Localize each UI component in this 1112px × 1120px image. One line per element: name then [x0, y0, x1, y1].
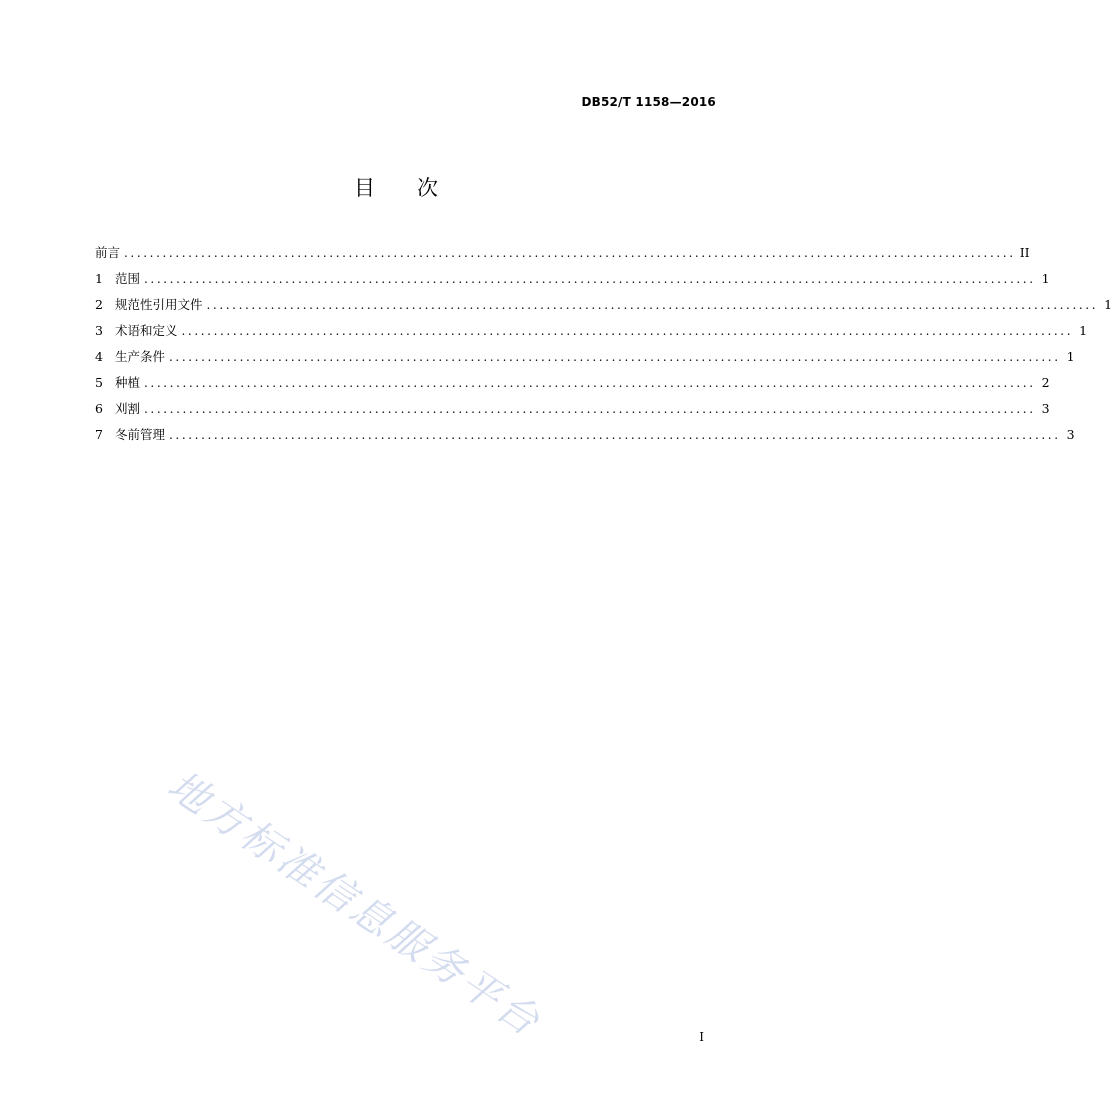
document-code: DB52/T 1158—2016: [581, 95, 716, 109]
toc-entry-label: 种植: [115, 375, 141, 390]
toc-entry-mowing[interactable]: [95, 392, 1050, 418]
toc-leader-dots: ...........................................................................................................................................: [144, 272, 1036, 286]
toc-leader-dots: ...........................................................................................................................................: [144, 402, 1036, 416]
toc-entry-production-conditions[interactable]: [95, 340, 1075, 366]
toc-entry-page: 1: [1066, 349, 1075, 364]
page-number: I: [699, 1030, 704, 1044]
toc-entry-label: 冬前管理: [115, 427, 166, 442]
toc-entry-scope[interactable]: [95, 262, 1050, 288]
toc-entry-page: 3: [1041, 401, 1050, 416]
toc-entry-terms-definitions[interactable]: [95, 314, 1088, 340]
toc-entry-page: 2: [1041, 375, 1050, 390]
watermark: 地方标准信息服务平台: [159, 762, 550, 1047]
toc-entry-number: 1: [95, 271, 103, 286]
toc-leader-dots: ...........................................................................................................................................: [144, 376, 1036, 390]
toc-leader-dots: ...........................................................................................................................................: [124, 246, 1016, 260]
toc-entry-foreword[interactable]: [95, 236, 1030, 262]
toc-leader-dots: ...........................................................................................................................................: [181, 324, 1074, 338]
toc-entry-pre-winter-management[interactable]: [95, 418, 1075, 444]
toc-entry-page: 1: [1104, 297, 1112, 312]
toc-entry-number: 4: [95, 349, 103, 364]
title-char-1: 目: [354, 176, 375, 200]
toc-entry-page: 3: [1066, 427, 1075, 442]
toc-entry-number: 7: [95, 427, 103, 442]
toc-entry-page: 1: [1041, 271, 1050, 286]
toc-entry-label: 生产条件: [115, 349, 166, 364]
toc-entry-page: 1: [1079, 323, 1088, 338]
title-char-2: 次: [417, 176, 438, 200]
table-of-contents: [95, 236, 1112, 444]
toc-entry-label: 前言: [95, 245, 121, 260]
toc-entry-label: 规范性引用文件: [115, 297, 203, 312]
toc-entry-number: 2: [95, 297, 103, 312]
page-title: [0, 174, 792, 202]
toc-leader-dots: ...........................................................................................................................................: [169, 428, 1061, 442]
toc-entry-label: 术语和定义: [115, 323, 178, 338]
toc-entry-planting[interactable]: [95, 366, 1050, 392]
toc-leader-dots: ...........................................................................................................................................: [206, 298, 1099, 312]
toc-entry-number: 5: [95, 375, 103, 390]
toc-entry-number: 3: [95, 323, 103, 338]
toc-entry-label: 刈割: [115, 401, 141, 416]
toc-entry-normative-references[interactable]: [95, 288, 1112, 314]
toc-entry-number: 6: [95, 401, 103, 416]
toc-entry-label: 范围: [115, 271, 141, 286]
toc-leader-dots: ...........................................................................................................................................: [169, 350, 1061, 364]
toc-entry-page: II: [1019, 245, 1030, 260]
